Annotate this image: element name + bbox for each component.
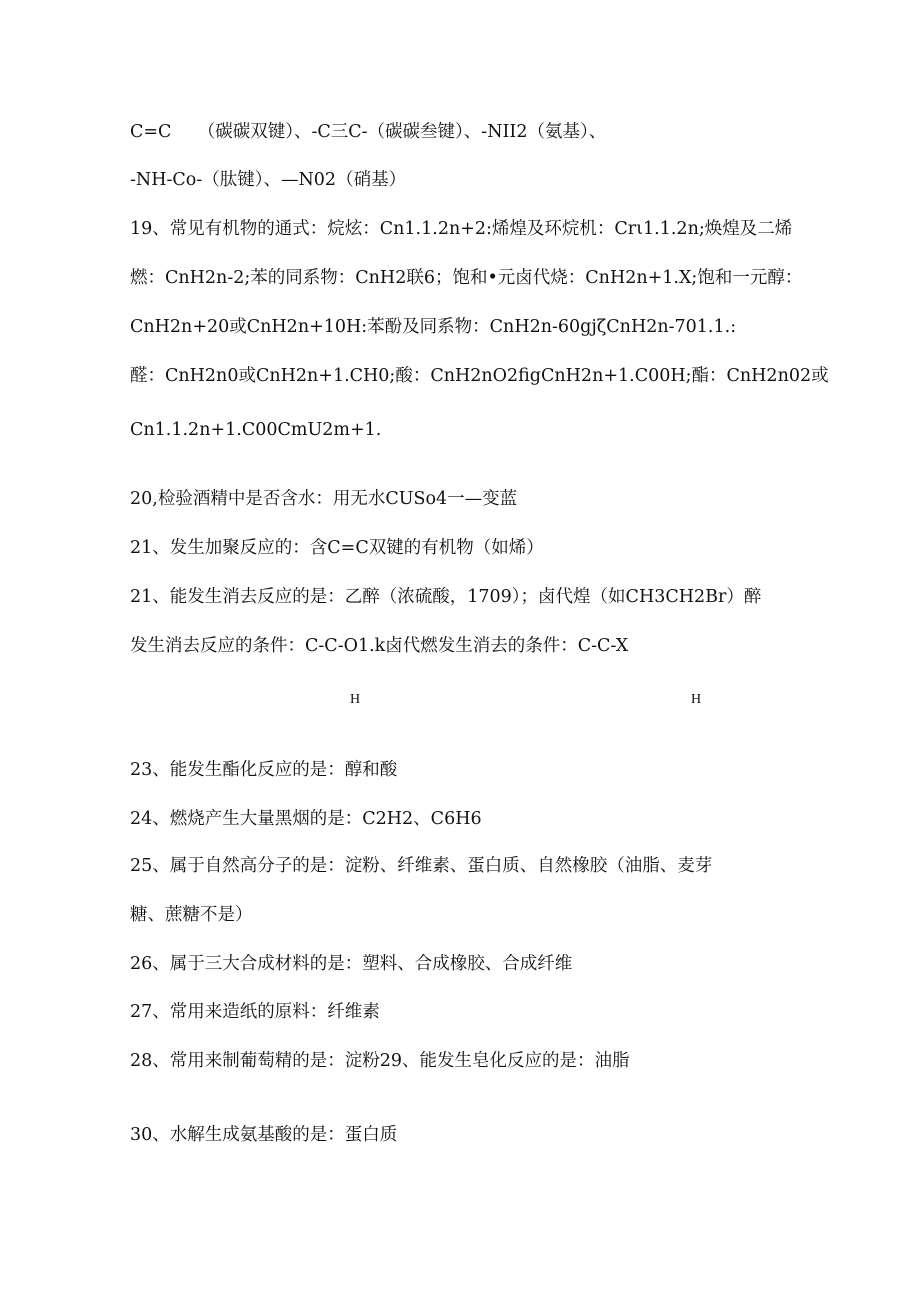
text-line-27: 27、常用来造纸的原料：纤维素 <box>130 1002 380 1022</box>
text-line-25-1: 25、属于自然高分子的是：淀粉、纤维素、蛋白质、自然橡胶（油脂、麦芽 <box>130 856 713 876</box>
text-line-23: 23、能发生酯化反应的是：醇和酸 <box>130 760 398 780</box>
text-line-20: 20,检验酒精中是否含水：用无水CUSo4一—变蓝 <box>130 489 518 509</box>
text-line-19-formulas-1: 19、常见有机物的通式：烷炫：Cn1.1.2n+2:烯煌及环烷机：Crι1.1.2n;焕煌及二烯 <box>130 219 793 239</box>
text-line-26: 26、属于三大合成材料的是：塑料、合成橡胶、合成纤维 <box>130 954 573 974</box>
text-line-21-elimination-1: 21、能发生消去反应的是：乙醉（浓硫酸，1709）；卤代煌（如CH3CH2Br）醉 <box>130 587 762 607</box>
text-line-19-formulas-5: Cn1.1.2n+1.C00CmU2m+1. <box>130 420 382 440</box>
text-line-21-elimination-2: 发生消去反应的条件：C-C-O1.k卤代燃发生消去的条件：C-C-X <box>130 636 629 656</box>
text-line-bonds-1: C=C （碳碳双键）、-C三C-（碳碳叁键）、-NII2（氨基）、 <box>130 122 607 142</box>
hydrogen-label-1: H <box>350 692 361 707</box>
hydrogen-label-2: H <box>691 692 702 707</box>
text-line-28-29: 28、常用来制葡萄精的是：淀粉29、能发生皂化反应的是：油脂 <box>130 1051 630 1071</box>
text-line-30: 30、水解生成氨基酸的是：蛋白质 <box>130 1125 398 1145</box>
text-line-19-formulas-3: CnH2n+20或CnH2n+10H:苯酚及同系物：CnH2n-60gjζCnH2n-701.1.: <box>130 317 737 337</box>
text-line-bonds-2: -NH-Co-（肽键）、—N02（硝基） <box>130 170 407 190</box>
text-line-21-addition: 21、发生加聚反应的：含C=C双键的有机物（如烯） <box>130 538 544 558</box>
text-line-24: 24、燃烧产生大量黑烟的是：C2H2、C6H6 <box>130 809 482 829</box>
text-line-25-2: 糖、蔗糖不是） <box>130 905 253 925</box>
text-line-19-formulas-2: 燃：CnH2n-2;苯的同系物：CnH2联6；饱和•元卤代烧：CnH2n+1.X;饱和一元醇： <box>130 268 803 288</box>
text-line-19-formulas-4: 醛：CnH2n0或CnH2n+1.CH0;酸：CnH2nO2figCnH2n+1.C00H;酯：CnH2n02或 <box>130 366 829 386</box>
